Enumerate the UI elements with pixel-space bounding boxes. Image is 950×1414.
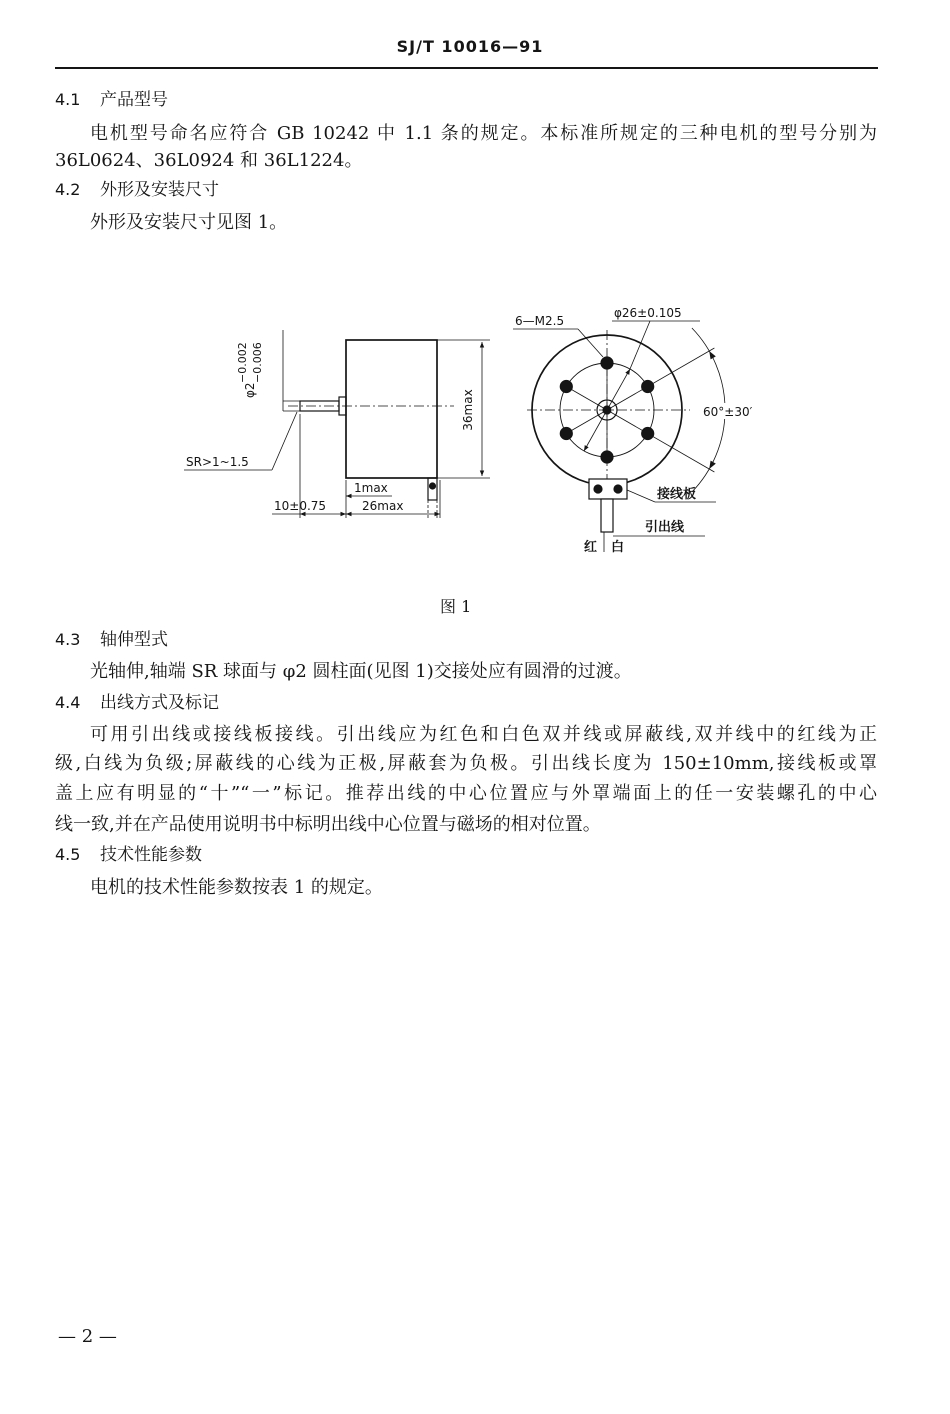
figure-caption: 图 1 — [440, 597, 472, 616]
figure-1-drawing — [0, 290, 950, 580]
side-view — [184, 330, 490, 518]
page-number: — 2 — — [58, 1326, 117, 1347]
section-4-1-paragraph-line: 36L0624、36L0924 和 36L1224。 — [55, 150, 363, 171]
angle-arrowhead — [709, 461, 716, 469]
section-4-4-paragraph-line: 可用引出线或接线板接线。引出线应为红色和白色双并线或屏蔽线,双并线中的红线为正 — [90, 724, 877, 745]
section-4-1-title: 产品型号 — [100, 90, 168, 110]
end-view — [513, 306, 753, 555]
mounting-holes-label: 6—M2.5 — [515, 314, 565, 328]
lead-wire-label: 引出线 — [645, 520, 685, 535]
section-4-5-number: 4.5 — [55, 845, 81, 864]
mounting-hole — [560, 428, 572, 440]
height-label: 36max — [461, 389, 475, 431]
section-4-1-paragraph-line: 电机型号命名应符合 GB 10242 中 1.1 条的规定。本标准所规定的三种电机的型号分别为 — [90, 123, 877, 144]
pitch-circle-leader — [630, 321, 650, 369]
terminal-post — [594, 485, 602, 493]
document-code: SJ/T 10016—91 — [396, 37, 544, 56]
lead-wire — [601, 499, 613, 532]
section-4-2-title: 外形及安装尺寸 — [100, 180, 219, 200]
hole-spoke — [566, 410, 607, 434]
white-wire-label: 白 — [611, 540, 625, 555]
section-4-4-title: 出线方式及标记 — [100, 693, 219, 713]
section-4-3-paragraph-line: 光轴伸,轴端 SR 球面与 φ2 圆柱面(见图 1)交接处应有圆滑的过渡。 — [90, 661, 632, 682]
body-length-label: 26max — [362, 499, 404, 513]
shaft-length-label: 10±0.75 — [274, 499, 327, 513]
gap-label: 1max — [354, 481, 388, 495]
pitch-circle-label: φ26±0.105 — [614, 306, 682, 320]
shaft-diameter-label: φ2 — [243, 382, 257, 398]
section-4-2-number: 4.2 — [55, 180, 81, 199]
mounting-hole — [601, 451, 613, 463]
red-wire-label: 红 — [584, 540, 598, 555]
section-4-4-paragraph-line: 级,白线为负级;屏蔽线的心线为正极,屏蔽套为负极。引出线长度为 150±10mm,接线板或罩 — [55, 753, 877, 774]
shaft-tolerance-upper: −0.002 — [236, 342, 249, 383]
section-4-3-title: 轴伸型式 — [100, 630, 168, 650]
mounting-hole — [560, 381, 572, 393]
header-rule — [55, 67, 878, 69]
sphere-radius-label: SR>1~1.5 — [186, 455, 249, 469]
section-4-2-paragraph-line: 外形及安装尺寸见图 1。 — [90, 212, 288, 233]
terminal-board-label: 接线板 — [657, 487, 697, 502]
angle-label: 60°±30′ — [703, 405, 753, 419]
section-4-4-number: 4.4 — [55, 693, 81, 712]
mounting-holes-leader — [578, 329, 603, 357]
shaft-tolerance-lower: −0.006 — [251, 342, 264, 383]
section-4-1-number: 4.1 — [55, 90, 81, 109]
terminal-post — [614, 485, 622, 493]
section-4-4-paragraph-line: 盖上应有明显的“十”“一”标记。推荐出线的中心位置应与外罩端面上的任一安装螺孔的中心 — [55, 783, 877, 804]
section-4-3-number: 4.3 — [55, 630, 81, 649]
hole-spoke — [566, 387, 607, 411]
mounting-hole — [642, 381, 654, 393]
terminal-board-leader — [627, 490, 655, 502]
section-4-5-paragraph-line: 电机的技术性能参数按表 1 的规定。 — [90, 877, 383, 898]
section-4-5-title: 技术性能参数 — [100, 845, 202, 865]
motor-body-outline — [346, 340, 437, 478]
angle-arrowhead — [709, 351, 716, 359]
mounting-hole — [642, 428, 654, 440]
mounting-hole — [601, 357, 613, 369]
lead-outlet-dot — [430, 483, 436, 489]
sphere-radius-leader — [272, 412, 297, 470]
section-4-4-paragraph-line: 线一致,并在产品使用说明书中标明出线中心位置与磁场的相对位置。 — [55, 814, 601, 835]
